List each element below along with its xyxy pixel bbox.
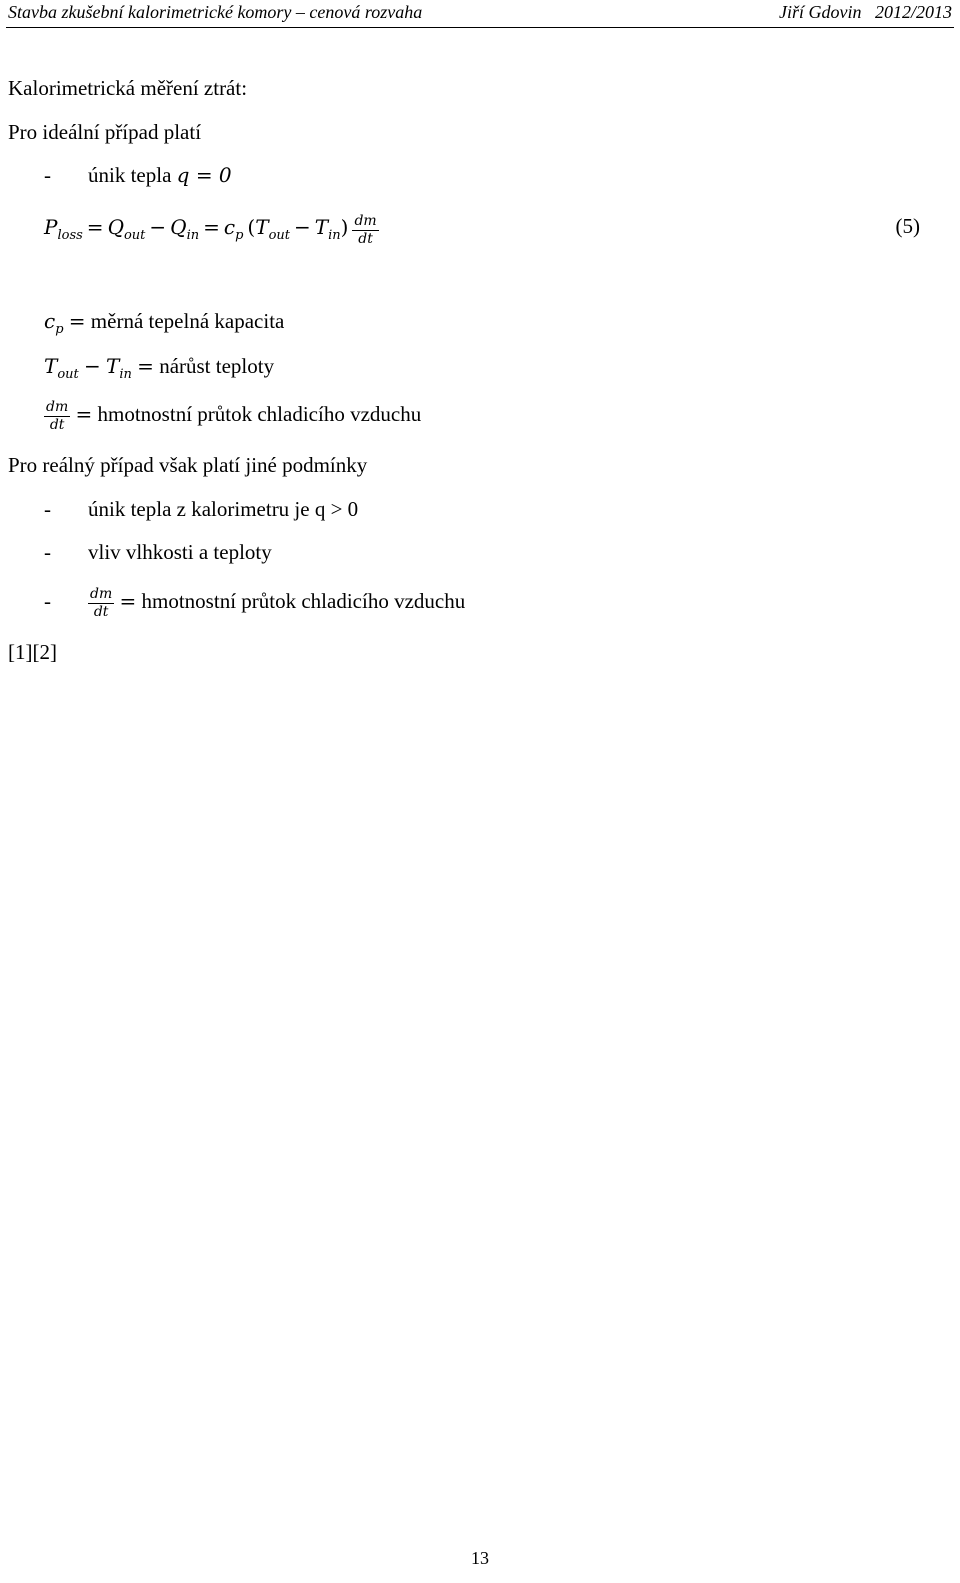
fraction-denominator: dt bbox=[49, 416, 65, 433]
section-title: Kalorimetrická měření ztrát: bbox=[8, 76, 248, 100]
fraction-numerator: dm bbox=[46, 398, 69, 415]
equals-sign: = bbox=[68, 309, 86, 333]
symbol-T: T bbox=[255, 215, 269, 239]
mass-flow-fraction bbox=[88, 586, 114, 621]
real-bullet bbox=[44, 580, 465, 622]
bullet-dash: - bbox=[44, 589, 51, 613]
symbol-c: c bbox=[44, 309, 56, 333]
equals-sign: = bbox=[119, 589, 137, 613]
real-case-intro: Pro reálný případ však platí jiné podmínky bbox=[8, 453, 368, 477]
fraction-denominator: dt bbox=[93, 603, 109, 620]
running-header-author-year: Jiří Gdovin 2012/2013 bbox=[779, 2, 952, 22]
definition-cp bbox=[44, 305, 284, 341]
symbol-T: T bbox=[106, 354, 120, 378]
definition-mass-flow bbox=[44, 394, 421, 434]
symbol-P: P bbox=[44, 215, 58, 239]
minus-sign: − bbox=[84, 354, 101, 378]
definition-text: měrná tepelná kapacita bbox=[90, 309, 285, 333]
equals-sign: = bbox=[86, 215, 104, 239]
subscript-in: in bbox=[119, 367, 132, 382]
bullet-text: vliv vlhkosti a teploty bbox=[88, 540, 272, 564]
definition-text: nárůst teploty bbox=[159, 354, 275, 378]
ideal-bullet bbox=[44, 163, 232, 188]
bullet-dash: - bbox=[44, 540, 51, 564]
equals-sign: = bbox=[203, 215, 220, 239]
minus-sign: − bbox=[294, 215, 311, 239]
mass-flow-fraction bbox=[44, 399, 70, 434]
fraction-numerator: dm bbox=[354, 212, 377, 229]
equation-number: (5) bbox=[895, 214, 920, 238]
bullet-text: únik tepla z kalorimetru je q > 0 bbox=[88, 497, 359, 521]
fraction-numerator: dm bbox=[90, 585, 113, 602]
page-number: 13 bbox=[471, 1548, 489, 1568]
ideal-case-intro: Pro ideální případ platí bbox=[8, 120, 202, 144]
subscript-in: in bbox=[328, 228, 341, 243]
subscript-in: in bbox=[186, 228, 200, 243]
subscript-p: p bbox=[235, 228, 244, 243]
heat-leak-equation: q = 0 bbox=[176, 163, 232, 187]
symbol-T: T bbox=[314, 215, 329, 239]
subscript-out: out bbox=[57, 367, 79, 382]
symbol-c: c bbox=[223, 215, 236, 239]
bullet-text: únik tepla bbox=[88, 163, 172, 187]
symbol-Q: Q bbox=[107, 215, 124, 239]
definition-temperature-rise bbox=[44, 350, 274, 386]
equation-5 bbox=[44, 205, 379, 253]
real-bullet bbox=[44, 497, 358, 522]
subscript-out: out bbox=[268, 228, 290, 243]
header-divider bbox=[6, 27, 954, 28]
bullet-dash: - bbox=[44, 163, 51, 187]
fraction-denominator: dt bbox=[358, 230, 373, 247]
definition-text: hmotnostní průtok chladicího vzduchu bbox=[97, 402, 422, 426]
real-bullet bbox=[44, 540, 272, 565]
minus-sign: − bbox=[149, 215, 167, 239]
bullet-dash: - bbox=[44, 497, 51, 521]
right-paren: ) bbox=[340, 215, 349, 239]
mass-flow-fraction bbox=[352, 213, 378, 248]
symbol-Q: Q bbox=[170, 215, 187, 239]
references: [1][2] bbox=[8, 640, 57, 664]
subscript-loss: loss bbox=[57, 228, 83, 243]
running-header-title: Stavba zkušební kalorimetrické komory – cenová rozvaha bbox=[8, 2, 423, 22]
symbol-T: T bbox=[44, 354, 58, 378]
subscript-p: p bbox=[55, 322, 64, 337]
bullet-text: hmotnostní průtok chladicího vzduchu bbox=[141, 589, 466, 613]
equals-sign: = bbox=[137, 354, 154, 378]
subscript-out: out bbox=[123, 228, 146, 243]
equals-sign: = bbox=[75, 402, 93, 426]
left-paren: ( bbox=[247, 215, 256, 239]
